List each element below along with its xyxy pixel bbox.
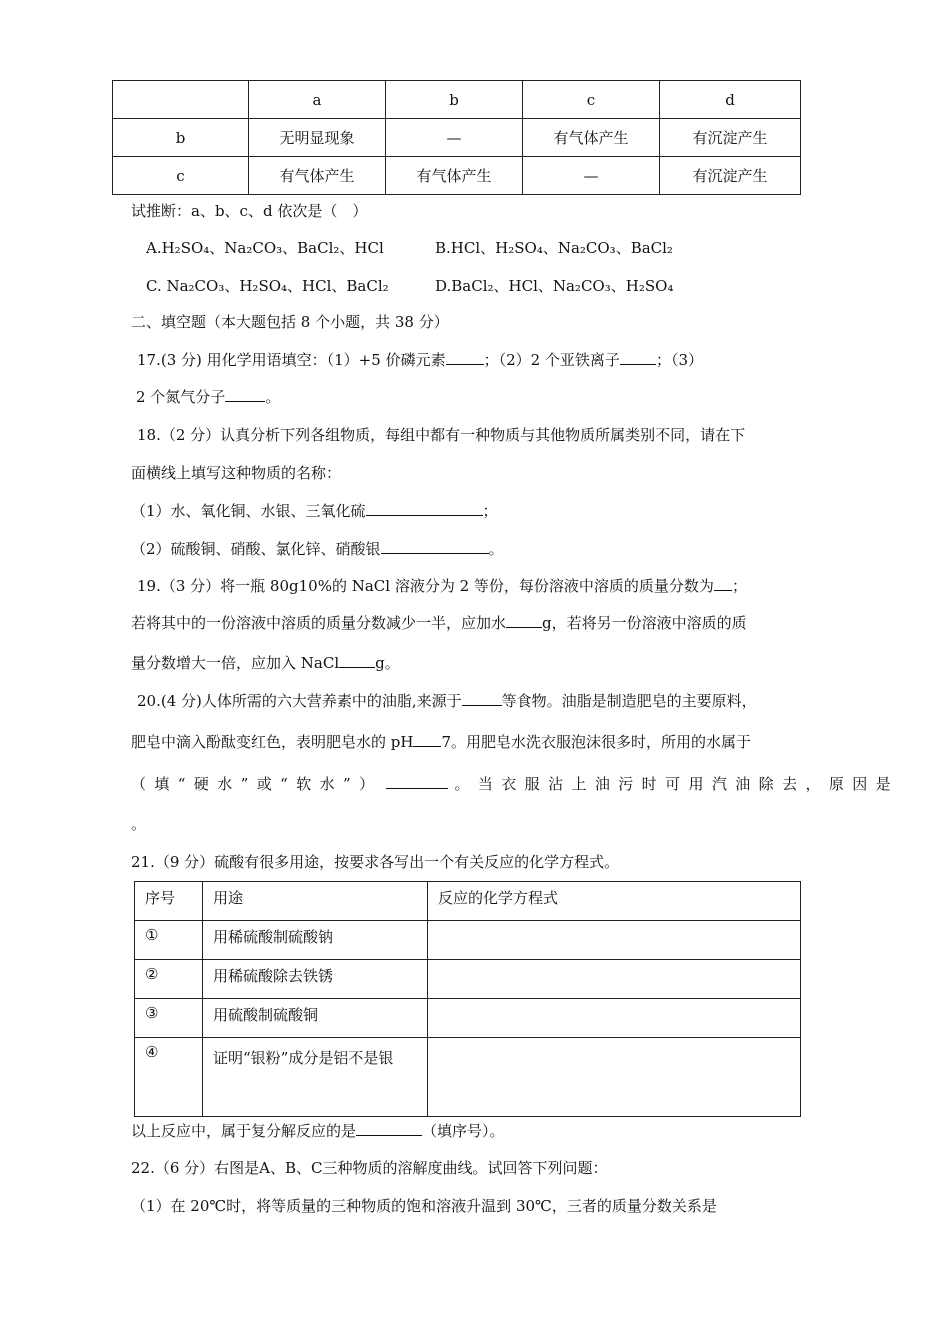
- table-header-row: [135, 882, 801, 921]
- table-cell: [113, 81, 249, 119]
- table-cell: b: [113, 119, 249, 157]
- q17-text: 17.(3 分) 用化学用语填空：（1）+5 价磷元素: [137, 351, 446, 369]
- table-cell: 用稀硫酸制硫酸钠: [203, 921, 428, 960]
- table-cell: 有沉淀产生: [660, 119, 801, 157]
- q20-line1: [137, 690, 757, 711]
- q16-option-c[interactable]: C. Na₂CO₃、H₂SO₄、HCl、BaCl₂: [146, 277, 389, 295]
- table-cell: 有沉淀产生: [660, 157, 801, 195]
- table-cell: d: [660, 81, 801, 119]
- q21-title: 21.（9 分）硫酸有很多用途，按要求各写出一个有关反应的化学方程式。: [131, 853, 620, 871]
- answer-blank[interactable]: [506, 613, 542, 628]
- q20-text: 。当衣服沾上油污时可用汽油除去，原因是: [454, 775, 900, 793]
- answer-blank[interactable]: [446, 350, 484, 365]
- q16-option-b[interactable]: B.HCl、H₂SO₄、Na₂CO₃、BaCl₂: [435, 239, 673, 257]
- q19-line2: [131, 612, 747, 633]
- q20-line4: 。: [131, 815, 147, 833]
- q16-stem: 试推断：a、b、c、d 依次是（ ）: [131, 202, 368, 220]
- answer-blank[interactable]: [620, 350, 656, 365]
- q17-text: ；（3）: [655, 351, 703, 369]
- q18-text: 。: [488, 540, 504, 558]
- answer-blank[interactable]: [413, 732, 441, 747]
- table-header-row: [113, 81, 801, 119]
- q19-line3: [131, 652, 400, 673]
- table-row: [113, 119, 801, 157]
- answer-blank[interactable]: [225, 387, 265, 402]
- table-cell: 反应的化学方程式: [428, 882, 801, 921]
- table-cell: 有气体产生: [249, 157, 386, 195]
- table-cell: ②: [135, 960, 203, 999]
- table-row: [113, 157, 801, 195]
- q22-item1: （1）在 20℃时，将等质量的三种物质的饱和溶液升温到 30℃，三者的质量分数关系是: [131, 1197, 717, 1215]
- q16-option-d[interactable]: D.BaCl₂、HCl、Na₂CO₃、H₂SO₄: [435, 277, 674, 295]
- answer-blank[interactable]: [386, 774, 448, 789]
- table-row: [135, 999, 801, 1038]
- q21-text: （填序号）。: [422, 1122, 505, 1140]
- answer-blank[interactable]: [339, 653, 375, 668]
- table-cell: 用稀硫酸除去铁锈: [203, 960, 428, 999]
- sulfuric-acid-table: [134, 881, 801, 1117]
- equation-answer-cell[interactable]: [428, 921, 801, 960]
- answer-blank[interactable]: [714, 576, 732, 591]
- table-cell: c: [523, 81, 660, 119]
- table-cell: ①: [135, 921, 203, 960]
- q16-option-a[interactable]: A.H₂SO₄、Na₂CO₃、BaCl₂、HCl: [146, 239, 384, 257]
- q19-text: 量分数增大一倍，应加入 NaCl: [131, 654, 340, 672]
- table-row: [135, 921, 801, 960]
- q19-text: g，若将另一份溶液中溶质的质: [542, 614, 747, 632]
- q19-text: 19.（3 分）将一瓶 80g10%的 NaCl 溶液分为 2 等份，每份溶液中溶质的质量分数为: [137, 577, 714, 595]
- q18-item1: [131, 500, 498, 521]
- answer-blank[interactable]: [356, 1121, 422, 1136]
- q20-text: 肥皂中滴入酚酞变红色，表明肥皂水的 pH: [131, 733, 414, 751]
- q17-text: 。: [265, 388, 281, 406]
- q22-title: 22.（6 分）右图是A、B、C三种物质的溶解度曲线。试回答下列问题：: [131, 1159, 608, 1177]
- q18-text: （2）硫酸铜、硝酸、氯化锌、硝酸银: [131, 540, 381, 558]
- q18-item2: [131, 538, 504, 559]
- equation-answer-cell[interactable]: [428, 1038, 801, 1117]
- table-cell: 序号: [135, 882, 203, 921]
- table-cell: 无明显现象: [249, 119, 386, 157]
- table-cell: 用途: [203, 882, 428, 921]
- table-cell: ③: [135, 999, 203, 1038]
- q20-text: 7。用肥皂水洗衣服泡沫很多时，所用的水属于: [441, 733, 751, 751]
- table-cell: b: [386, 81, 523, 119]
- table-cell: 有气体产生: [523, 119, 660, 157]
- table-row: [135, 960, 801, 999]
- equation-answer-cell[interactable]: [428, 999, 801, 1038]
- q19-text: g。: [375, 654, 400, 672]
- q18-line2: 面横线上填写这种物质的名称：: [131, 464, 342, 482]
- q17-line2: [136, 386, 280, 407]
- answer-blank[interactable]: [381, 539, 489, 554]
- q20-text: 20.(4 分)人体所需的六大营养素中的油脂,来源于: [137, 692, 462, 710]
- table-cell: 有气体产生: [386, 157, 523, 195]
- table-cell: ④: [135, 1038, 203, 1117]
- table-row: [135, 1038, 801, 1117]
- q17-text: ；（2）2 个亚铁离子: [483, 351, 620, 369]
- equation-answer-cell[interactable]: [428, 960, 801, 999]
- q19-text: ；: [731, 577, 747, 595]
- q18-text: （1）水、氧化铜、水银、三氧化硫: [131, 502, 366, 520]
- table-cell: —: [523, 157, 660, 195]
- answer-blank[interactable]: [462, 691, 502, 706]
- table-cell: 用硫酸制硫酸铜: [203, 999, 428, 1038]
- q17-text: 2 个氮气分子: [136, 388, 226, 406]
- q18-line1: 18.（2 分）认真分析下列各组物质，每组中都有一种物质与其他物质所属类别不同，请在下: [137, 426, 746, 444]
- table-cell: —: [386, 119, 523, 157]
- table-cell: c: [113, 157, 249, 195]
- q18-text: ；: [482, 502, 498, 520]
- table-cell: a: [249, 81, 386, 119]
- reaction-table: [112, 80, 801, 195]
- q20-line3: [131, 773, 899, 794]
- section-title: 二、填空题（本大题包括 8 个小题，共 38 分）: [131, 313, 449, 331]
- q21-footer: [131, 1120, 505, 1141]
- q20-text: 等食物。油脂是制造肥皂的主要原料，: [501, 692, 757, 710]
- q17-line1: [137, 349, 703, 370]
- q19-text: 若将其中的一份溶液中溶质的质量分数减少一半，应加水: [131, 614, 507, 632]
- q20-line2: [131, 731, 751, 752]
- table-cell: 证明“银粉”成分是铝不是银: [203, 1038, 428, 1117]
- q19-line1: [137, 575, 747, 596]
- q21-text: 以上反应中，属于复分解反应的是: [131, 1122, 357, 1140]
- answer-blank[interactable]: [366, 501, 483, 516]
- q20-text: （填“硬水”或“软水”）: [131, 775, 383, 793]
